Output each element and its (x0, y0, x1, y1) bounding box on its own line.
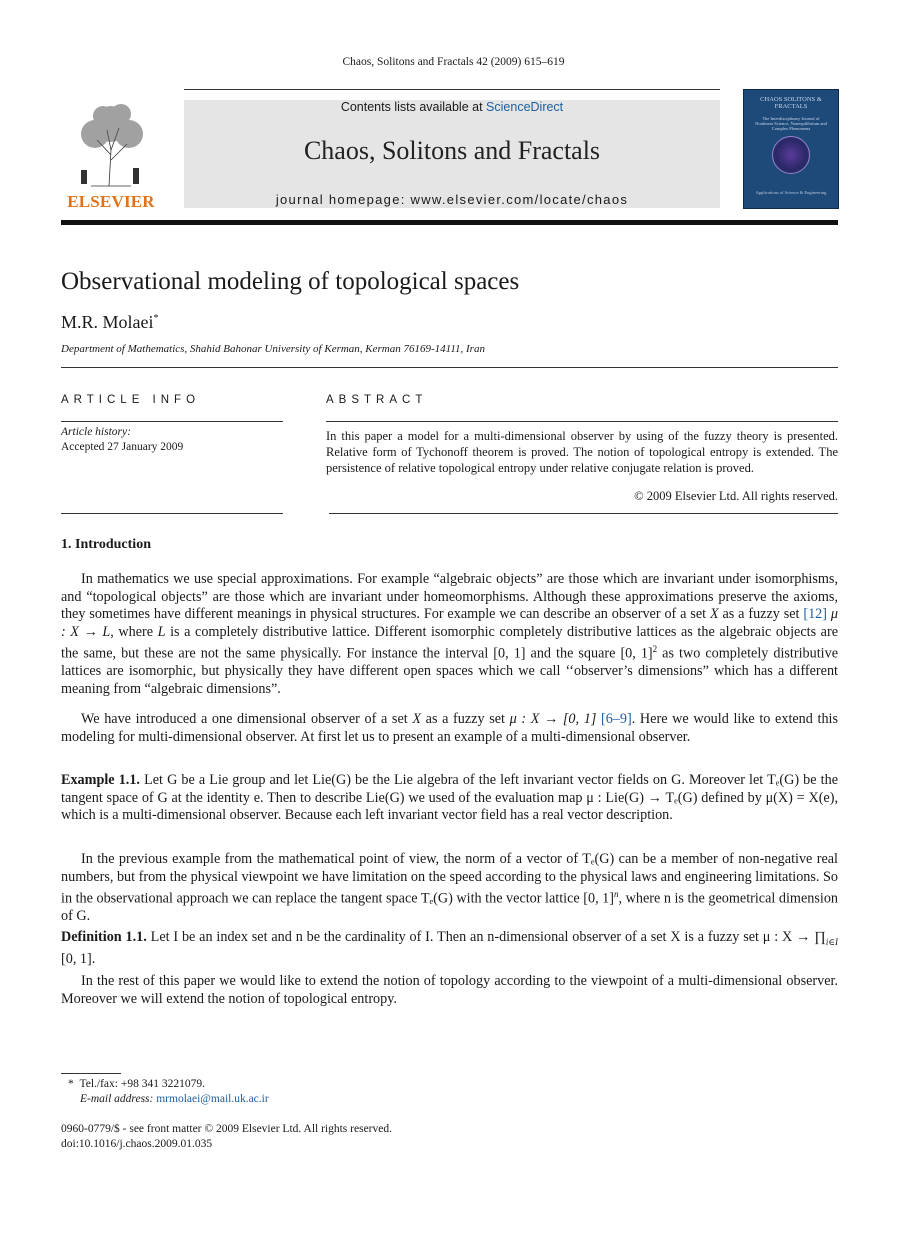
email-link[interactable]: mrmolaei@mail.uk.ac.ir (156, 1093, 269, 1105)
paragraph-2: We have introduced a one dimensional observer of a set X as a fuzzy set μ : X → [0, 1] [6–9]. Here we would like to extend this modeling for multi-dimensional observer. At first let us to present an example of a multi-dimensional observer. (61, 711, 839, 745)
doi-line[interactable]: doi:10.1016/j.chaos.2009.01.035 (61, 1138, 213, 1150)
journal-cover-thumbnail[interactable] (743, 89, 839, 209)
thick-divider (61, 220, 838, 225)
footnote-email: E-mail address: mrmolaei@mail.uk.ac.ir (80, 1093, 269, 1105)
journal-title: Chaos, Solitons and Fractals (303, 136, 601, 165)
definition-1-1: Definition 1.1. Let I be an index set and n be the cardinality of I. Then an n-dimensional observer of a set X is a fuzzy set μ : $X \to \prod_{i\in I}$ [0, 1]. (61, 929, 838, 968)
affiliation: Department of Mathematics, Shahid Bahonar University of Kerman, Kerman 76169-14111, Iran (61, 343, 485, 355)
section-heading: 1. Introduction (61, 537, 151, 552)
abstract-heading: ABSTRACT (326, 394, 428, 406)
running-head: Chaos, Solitons and Fractals 42 (2009) 615–619 (342, 56, 565, 68)
paragraph-4: In the rest of this paper we would like to extend the notion of topology according to the viewpoint of a multi-dimensional observer. Moreover we will extend the notion of topological entropy. (61, 973, 838, 1007)
definition-label: Definition 1.1. (61, 929, 147, 945)
abstract-copyright: © 2009 Elsevier Ltd. All rights reserved. (634, 489, 838, 503)
cover-subtitle: The Interdisciplinary Journal of Nonlinear Science, Nonequilibrium and Complex Phenomena (755, 116, 827, 131)
contents-prefix: Contents lists available at (340, 100, 483, 114)
example-1-1: Example 1.1. Let G be a Lie group and let Lie(G) be the Lie algebra of the left invariant vector fields on G. Moreover let Tₑ(G) be the tangent space of G at the identity e. Then to describe Lie(G) we used of the evaluation map μ : Lie(G) → Tₑ(G) defined by μ(X) = X(e), which is a multi-dimensional observer. Because each left invariant vector field has a real vector description. (61, 772, 838, 823)
article-info-heading: ARTICLE INFO (61, 394, 201, 406)
cover-fractal-image (772, 136, 810, 174)
history-label: Article history: (61, 426, 131, 438)
header-rule (184, 89, 720, 90)
citation-link[interactable]: [6–9] (601, 711, 632, 727)
abstract-text: In this paper a model for a multi-dimensional observer by using of the fuzzy theory is presented. Relative form of Tychonoff theorem is proved. The notion of topological entropy is extended. The persistence of relative topological entropy under relative conjugate relation is proved. (326, 429, 838, 475)
article-title: Observational modeling of topological spaces (61, 268, 520, 295)
sciencedirect-link[interactable]: ScienceDirect (486, 100, 564, 114)
divider (61, 513, 283, 514)
footnote-tel: * Tel./fax: +98 341 3221079. (68, 1078, 205, 1090)
paragraph-1: In mathematics we use special approximations. For example “algebraic objects” are those which are invariant under isomorphisms, and “topological objects” are those which are invariant under homeomorphisms. Although these approximations preserve the axioms, they sometimes have different meanings in physical structures. For example we can describe an observer of a set X as a fuzzy set [12] μ : X → L, where L is a completely distributive lattice. Different isomorphic completely distributive lattices as the algebraic objects are the same, but these are not the same physically. For instance the interval [0, 1] and the square [0, 1]$^2$ as two completely distributive lattices are isomorphic, but physically they have different open spaces which we call ‘‘observer’s dimensions” which has a different meaning from “algebraic dimensions”. (61, 571, 838, 697)
divider (329, 513, 838, 514)
tree-icon (61, 100, 161, 190)
journal-homepage[interactable]: journal homepage: www.elsevier.com/locate/chaos (275, 192, 629, 207)
author-footnote-mark[interactable]: * (153, 313, 159, 324)
footnote-rule (61, 1073, 121, 1074)
elsevier-logo[interactable] (61, 100, 161, 210)
journal-banner (184, 100, 720, 208)
divider (61, 367, 838, 368)
cover-footer: Applications of Science & Engineering (755, 190, 827, 195)
citation-link[interactable]: [12] (803, 606, 827, 622)
paragraph-3: In the previous example from the mathematical point of view, the norm of a vector of Tₑ(G) can be a member of non-negative real numbers, but from the physical viewpoint we have limitation on the speed according to the physical laws and engineering limitations. So in the observational approach we can replace the tangent space Tₑ(G) with the vector lattice [0, 1]$^n$, where n is the geometrical dimension of G. (61, 851, 839, 925)
divider (61, 421, 283, 422)
author-name: M.R. Molaei (61, 312, 154, 332)
accepted-date: Accepted 27 January 2009 (61, 441, 184, 453)
author-line (61, 312, 159, 333)
issn-line: 0960-0779/$ - see front matter © 2009 Elsevier Ltd. All rights reserved. (61, 1123, 392, 1135)
example-label: Example 1.1. (61, 772, 140, 788)
contents-line (184, 100, 720, 114)
elsevier-wordmark: ELSEVIER (67, 192, 155, 211)
divider (326, 421, 838, 422)
cover-title: CHAOS SOLITONS & FRACTALS (760, 96, 822, 110)
